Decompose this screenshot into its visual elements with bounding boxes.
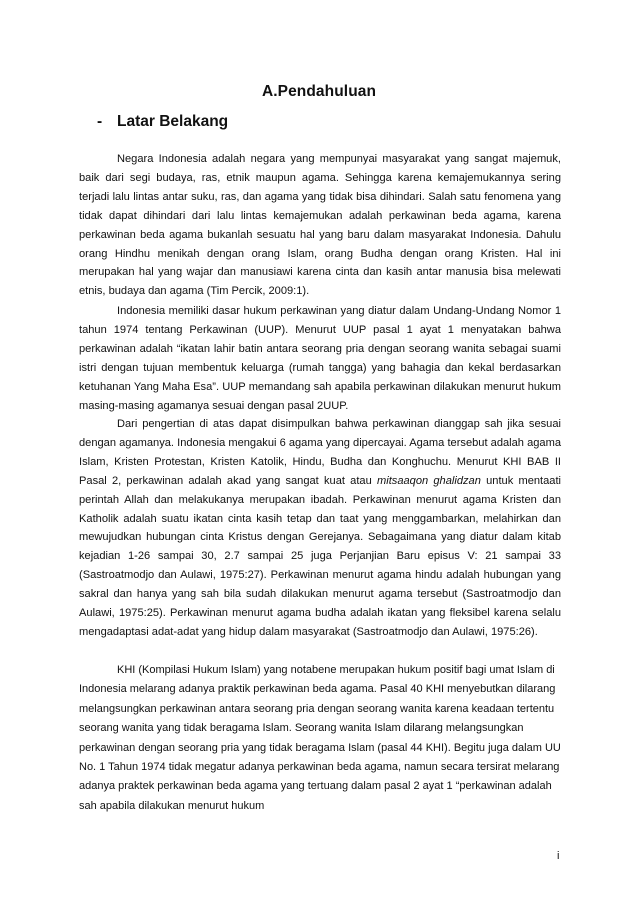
paragraph-2 <box>79 302 561 415</box>
paragraph-italic-term: mitsaaqon ghalidzan <box>376 474 481 487</box>
paragraph-text-continued: untuk mentaati perintah Allah dan melakukanya merupakan ibadah. Perkawinan menurut agama Kristen dan Katholik adalah suatu ikatan cinta kasih tetap dan taat yang menggambarkan, melahirkan dan mewujudkan hubungan cinta Kristus dengan Gerejanya. Sebagaimana yang diatur dalam kitab kejadian 1-26 sampai 30, 2.7 sampai 25 juga Perjanjian Baru episus V: 21 sampai 33 (Sastroatmodjo dan Aulawi, 1975:27). Perkawinan menurut agama hindu adalah hubungan yang sakral dan hanya yang sah bila sudah dilakukan menurut agama tersebut (Sastroatmodjo dan Aulawi, 1975:25). Perkawinan menurut agama budha adalah ikatan yang fleksibel karena selalu mengadaptasi adat-adat yang hidup dalam masyarakat (Sastroatmodjo dan Aulawi, 1975:26). <box>79 474 562 638</box>
section-bullet: - <box>97 113 103 130</box>
paragraph-text: Dari pengertian di atas dapat disimpulkan bahwa perkawinan dianggap sah jika sesuai dengan agamanya. Indonesia mengakui 6 agama yang dipercayai. Agama tersebut adalah agama Islam, Kristen Protestan, Kristen Katolik, Hindu, Budha dan Konghuchu. Menurut KHI BAB II Pasal 2, perkawinan adalah akad yang sangat kuat atau <box>79 418 561 487</box>
chapter-title: A.Pendahuluan <box>261 83 377 100</box>
paragraph-text: Indonesia memiliki dasar hukum perkawinan yang diatur dalam Undang-Undang Nomor 1 tahun 1974 tentang Perkawinan (UUP). Menurut UUP pasal 1 ayat 1 menyatakan bahwa perkawinan adalah “ikatan lahir batin antara seorang pria dengan seorang wanita sebagai suami istri dengan tujuan membentuk keluarga (rumah tangga) yang bahagia dan kekal berdasarkan ketuhanan Yang Maha Esa”. UUP memandang sah apabila perkawinan dilakukan menurut hukum masing-masing agamanya sesuai dengan pasal 2UUP. <box>79 305 561 412</box>
page-number: i <box>557 850 560 862</box>
paragraph-1 <box>79 150 561 301</box>
section-title: Latar Belakang <box>117 113 229 130</box>
paragraph-text: KHI (Kompilasi Hukum Islam) yang notabene merupakan hukum positif bagi umat Islam di Indonesia melarang adanya praktik perkawinan beda agama. Pasal 40 KHI menyebutkan dilarang melangsungkan perkawinan antara seorang pria dengan seorang wanita karena keadaan tertentu seorang wanita yang tidak beragama Islam. Seorang wanita Islam dilarang melangsungkan perkawinan dengan seorang pria yang tidak beragama Islam (pasal 44 KHI). Begitu juga dalam UU No. 1 Tahun 1974 tidak megatur adanya perkawinan beda agama, namun secara tersirat melarang adanya praktek perkawinan beda agama yang tertuang dalam pasal 2 ayat 1 “perkawinan adalah sah apabila dilakukan menurut hukum <box>79 664 561 812</box>
section-heading <box>97 113 228 131</box>
paragraph-3 <box>79 415 561 642</box>
paragraph-4 <box>79 661 561 816</box>
paragraph-text: Negara Indonesia adalah negara yang mempunyai masyarakat yang sangat majemuk, baik dari segi budaya, ras, etnik maupun agama. Sehingga karena kemajemukannya sering terjadi lalu lintas antar suku, ras, dan agama yang tidak bisa dihindari. Salah satu fenomena yang tidak dapat dihindari dari lalu lintas kemajemukan adalah perkawinan beda agama, karena perkawinan beda agama bukanlah sesuatu hal yang baru dalam masyarakat Indonesia. Dahulu orang Hindhu menikah dengan orang Islam, orang Budha dengan orang Kristen. Hal ini merupakan hal yang wajar dan manusiawi karena cinta dan kasih antar manusia bisa melewati etnis, budaya dan agama (Tim Percik, 2009:1). <box>79 153 561 298</box>
